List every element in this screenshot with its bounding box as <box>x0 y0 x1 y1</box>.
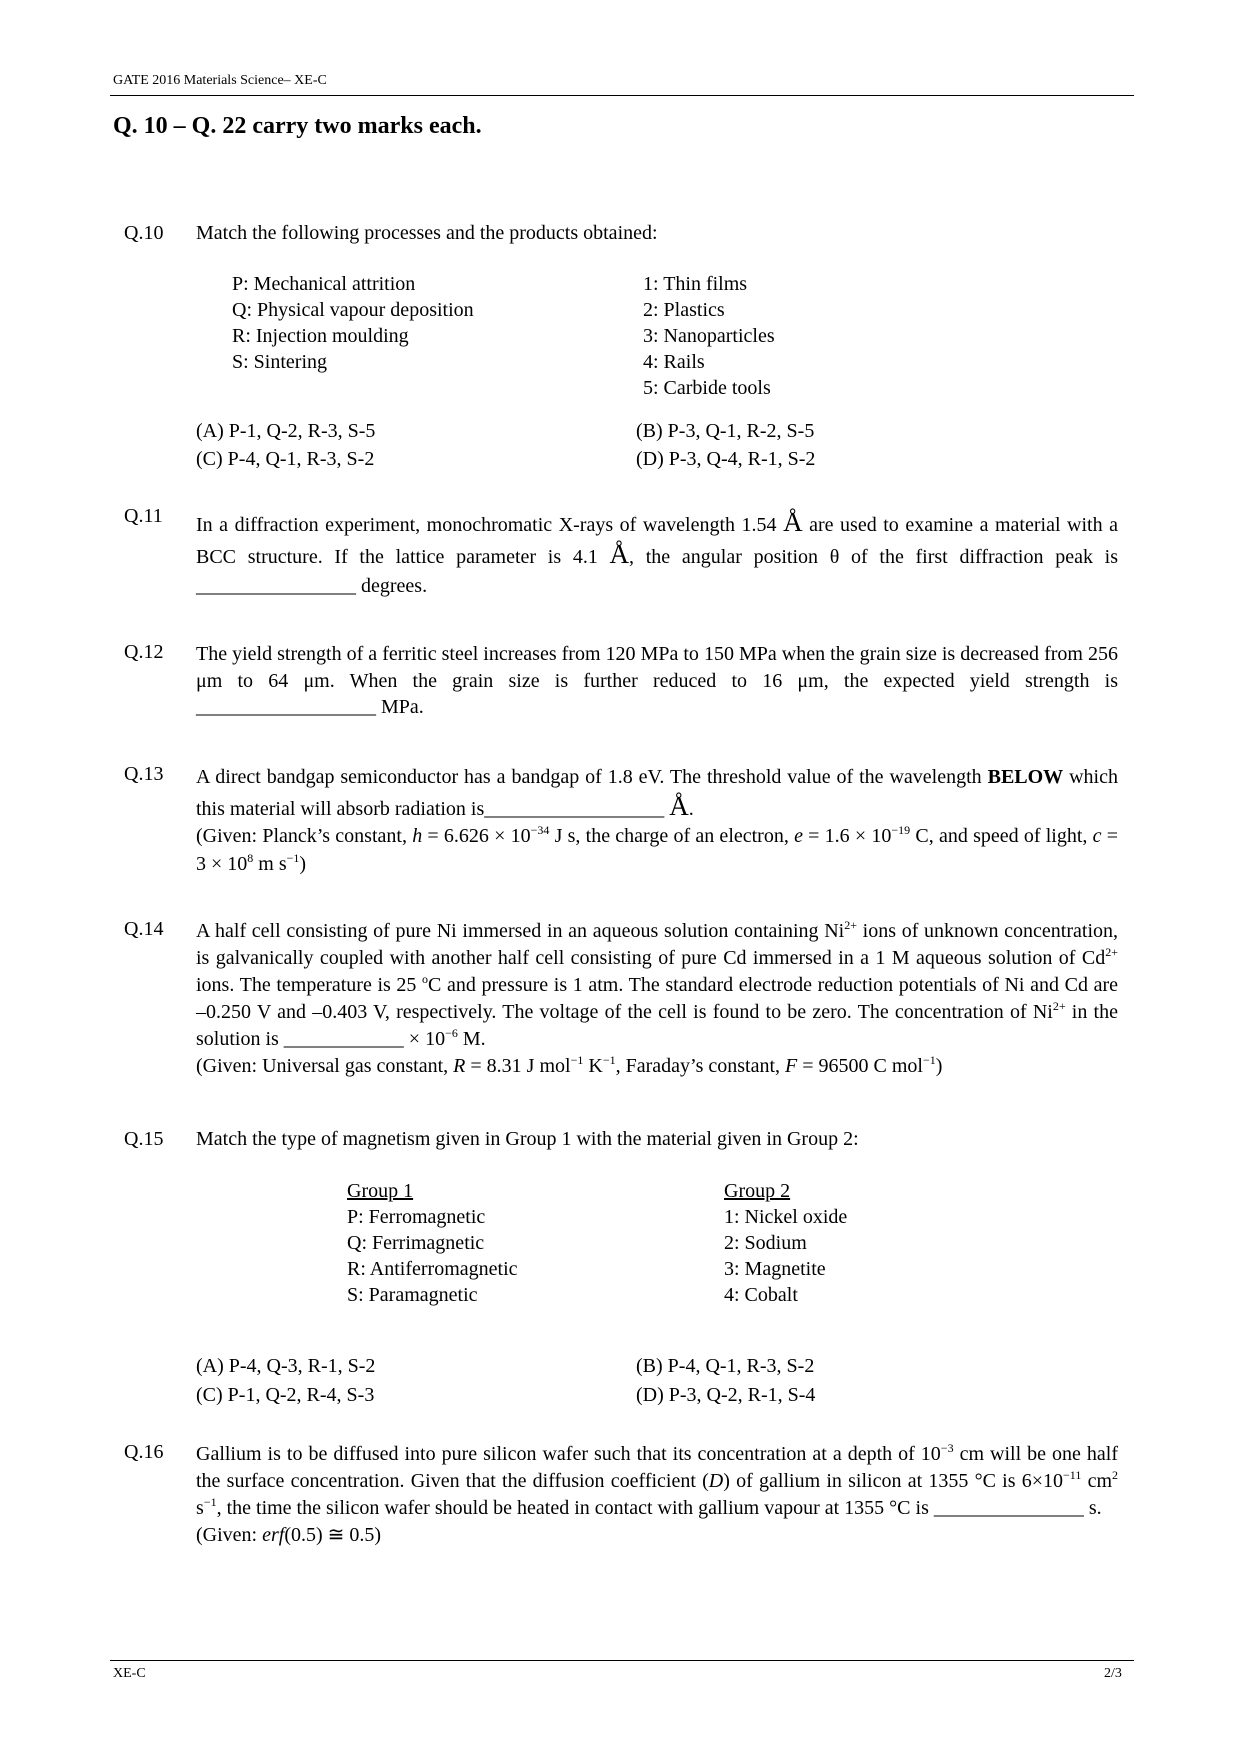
question-given: (Given: Planck’s constant, $h = 6.626 \times 10^{-34}$ J s, the charge of an electron, $e = 1.6 \times 10^{-19}$ C, and speed of light, $c = 3 \times 10^8$ m $s^{-1}$) <box>196 823 1119 875</box>
option-a[interactable]: (A) P-1, Q-2, R-3, S-5 <box>196 420 376 442</box>
page-number: 2/3 <box>1104 1666 1122 1681</box>
emphasis-below: BELOW <box>987 766 1064 788</box>
question-text: A half cell consisting of pure Ni immersed in an aqueous solution containing $Ni^{2+}$ ions of unknown concentration, is galvanically coupled with another half cell consisting of pure Cd immersed in a 1 M aqueous solution of $Cd^{2+}$ ions. The temperature is 25 $^o$C and pressure is 1 atm. The standard electrode reduction potentials of Ni and Cd are –0.250 V and –0.403 V, respectively. The voltage of the cell is found to be zero. The concentration of $Ni^{2+}$ in the solution is ____________ × $10^{-6}$ M. (Given: Universal gas constant, R = 8.31 J mol$^{-1}$ $K^{-1}$, Faraday’s constant, F = 96500 C mol$^{-1}$) <box>196 918 1119 1077</box>
question-text: A direct bandgap semiconductor has a bandgap of 1.8 eV. The threshold value of the wavelength BELOW which this material will absorb radiation is__________________ Å. <box>196 766 1118 821</box>
footer-divider <box>110 1660 1134 1661</box>
option-d[interactable]: (D) P-3, Q-4, R-1, S-2 <box>636 448 816 470</box>
group-2-title: Group 2 <box>724 1180 791 1202</box>
match-right-item: 4: Rails <box>643 351 705 373</box>
group-1-item: Q: Ferrimagnetic <box>347 1232 485 1254</box>
match-left-item: P: Mechanical attrition <box>232 273 416 295</box>
option-d[interactable]: (D) P-3, Q-2, R-1, S-4 <box>636 1384 816 1406</box>
question-number: Q.13 <box>124 763 164 785</box>
question-number: Q.11 <box>124 505 163 527</box>
group-1-item: S: Paramagnetic <box>347 1284 478 1306</box>
angstrom-symbol: Å <box>609 539 630 569</box>
match-right-item: 5: Carbide tools <box>643 377 771 399</box>
group-2-item: 1: Nickel oxide <box>724 1206 848 1228</box>
question-number: Q.15 <box>124 1128 164 1150</box>
group-1-item: P: Ferromagnetic <box>347 1206 486 1228</box>
option-c[interactable]: (C) P-4, Q-1, R-3, S-2 <box>196 448 375 470</box>
footer-code: XE-C <box>113 1666 146 1681</box>
group-1-title: Group 1 <box>347 1180 414 1202</box>
option-b[interactable]: (B) P-3, Q-1, R-2, S-5 <box>636 420 815 442</box>
match-left-item: Q: Physical vapour deposition <box>232 299 474 321</box>
match-right-item: 1: Thin films <box>643 273 748 295</box>
question-number: Q.16 <box>124 1441 164 1463</box>
question-number: Q.10 <box>124 222 164 244</box>
question-prompt: Match the following processes and the products obtained: <box>196 222 658 244</box>
angstrom-symbol: Å <box>783 507 803 537</box>
page-header-title: GATE 2016 Materials Science– XE-C <box>113 73 327 88</box>
option-c[interactable]: (C) P-1, Q-2, R-4, S-3 <box>196 1384 375 1406</box>
match-right-item: 2: Plastics <box>643 299 725 321</box>
group-1-item: R: Antiferromagnetic <box>347 1258 518 1280</box>
option-b[interactable]: (B) P-4, Q-1, R-3, S-2 <box>636 1355 815 1377</box>
match-right-item: 3: Nanoparticles <box>643 325 775 347</box>
question-text: In a diffraction experiment, monochromatic X-rays of wavelength 1.54 Å are used to examine a material with a BCC structure. If the lattice parameter is 4.1 Å, the angular position θ of the first diffraction peak is ________________ degrees. <box>196 507 1118 597</box>
group-2-item: 2: Sodium <box>724 1232 807 1254</box>
option-a[interactable]: (A) P-4, Q-3, R-1, S-2 <box>196 1355 376 1377</box>
question-prompt: Match the type of magnetism given in Group 1 with the material given in Group 2: <box>196 1128 859 1150</box>
question-number: Q.12 <box>124 641 164 663</box>
question-number: Q.14 <box>124 918 164 940</box>
question-text: Gallium is to be diffused into pure silicon wafer such that its concentration at a depth of $10^{-3}$ cm will be one half the surface concentration. Given that the diffusion coefficient (D) of gallium in silicon at 1355 °C is $6\times 10^{-11}$ $cm^2$ $s^{-1}$, the time the silicon wafer should be heated in contact with gallium vapour at 1355 °C is _______________ s. (Given: erf(0.5) ≅ 0.5) <box>196 1441 1119 1546</box>
match-left-item: R: Injection moulding <box>232 325 409 347</box>
group-2-item: 4: Cobalt <box>724 1284 798 1306</box>
header-divider <box>110 95 1134 96</box>
match-left-item: S: Sintering <box>232 351 328 373</box>
question-text: The yield strength of a ferritic steel increases from 120 MPa to 150 MPa when the grain size is decreased from 256 μm to 64 μm. When the grain size is further reduced to 16 μm, the expected yield strength is __________________ MPa. <box>196 643 1118 718</box>
group-2-item: 3: Magnetite <box>724 1258 826 1280</box>
angstrom-symbol: Å <box>669 791 689 821</box>
section-title: Q. 10 – Q. 22 carry two marks each. <box>113 113 482 139</box>
